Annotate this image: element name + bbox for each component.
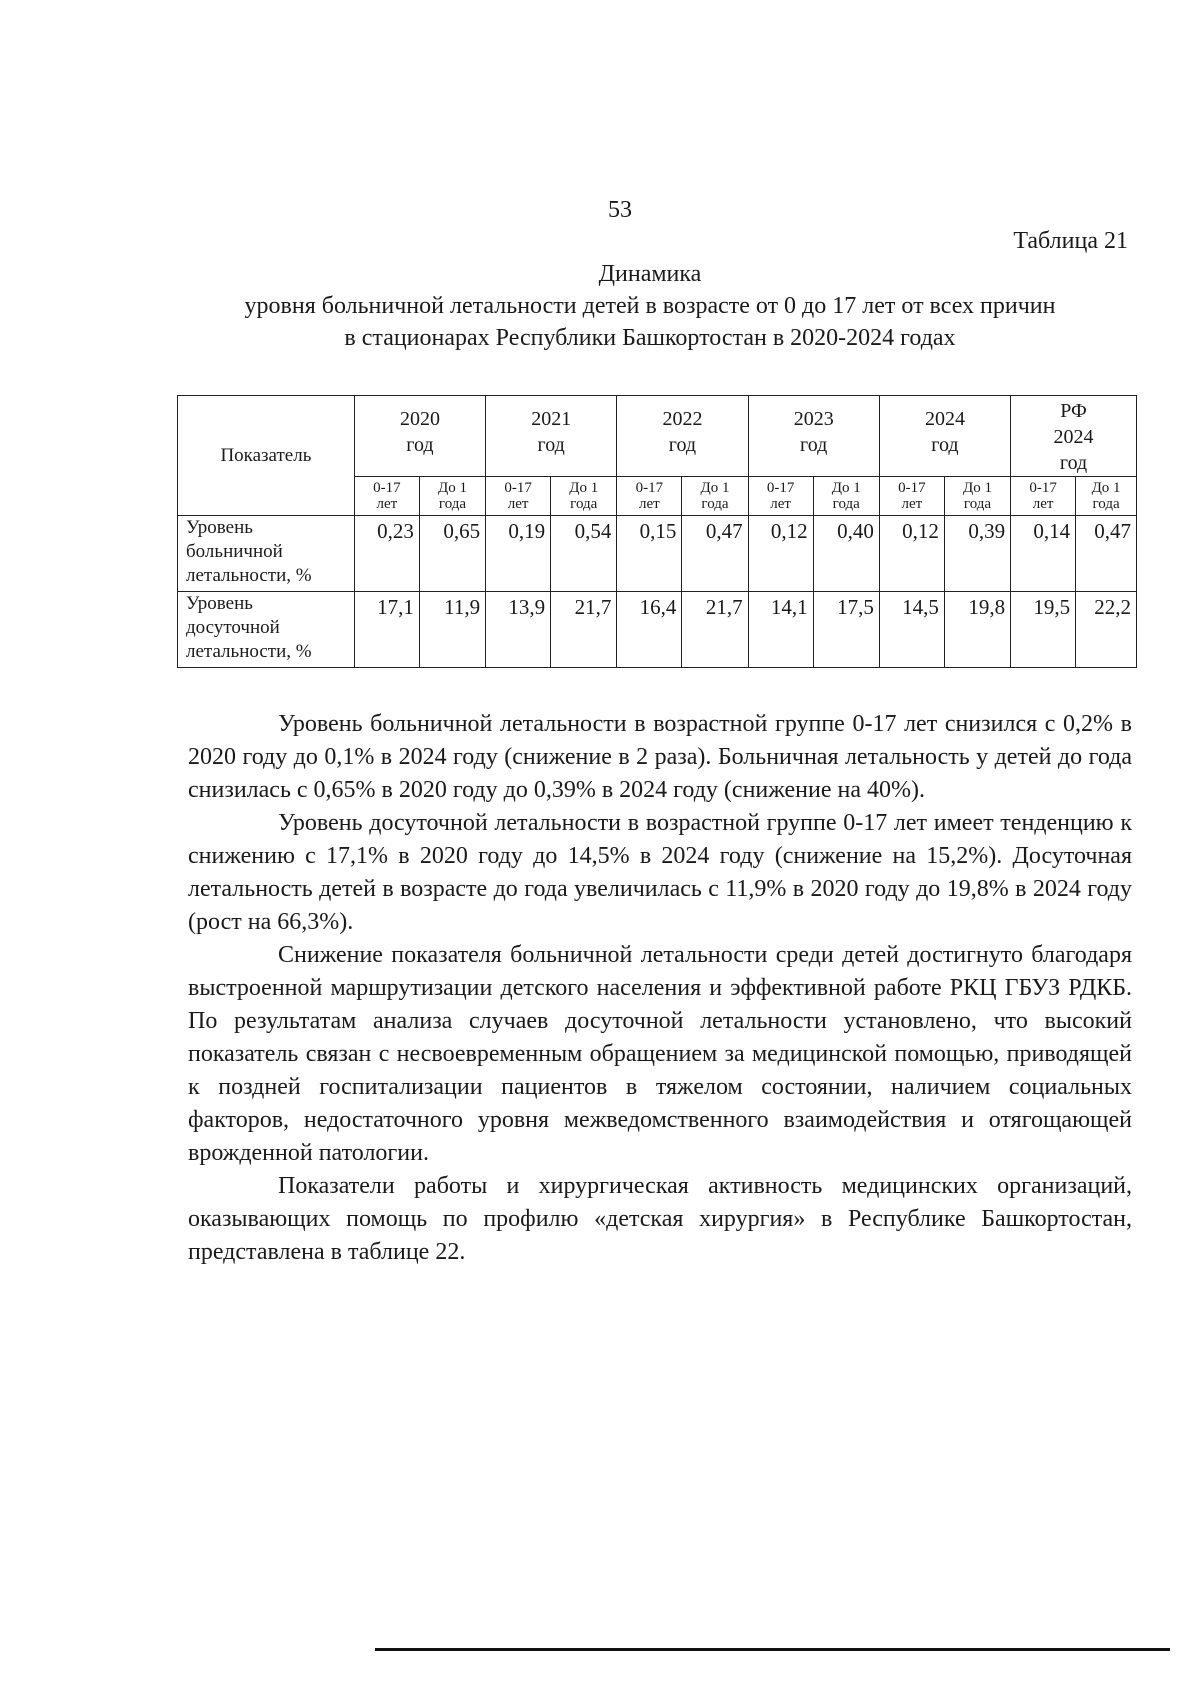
title-line-2: уровня больничной летальности детей в возрасте от 0 до 17 лет от всех причин [244, 293, 1056, 319]
table-cell: 16,4 [617, 592, 682, 668]
table-cell: 0,54 [551, 516, 617, 592]
subheader-under-1: До 1 года [551, 477, 617, 516]
body-text [188, 708, 1132, 1269]
table-row-hospital-lethality [178, 516, 1137, 592]
subheader-0-17: 0-17 лет [748, 477, 813, 516]
title-line-3: в стационарах Республики Башкортостан в 2020-2024 годах [344, 325, 956, 351]
subheader-under-1: До 1 года [1076, 477, 1137, 516]
table-cell: 0,40 [813, 516, 879, 592]
subheader-0-17: 0-17 лет [354, 477, 419, 516]
table-label: Таблица 21 [1013, 228, 1128, 254]
table-cell: 17,1 [354, 592, 419, 668]
subheader-0-17: 0-17 лет [1011, 477, 1076, 516]
paragraph: Снижение показателя больничной летальности среди детей достигнуто благодаря выстроенной маршрутизации детского населения и эффективной работе РКЦ ГБУЗ РДКБ. По результатам анализа случаев досуточной летальности установлено, что высокий показатель связан с несвоевременным обращением за медицинской помощью, приводящей к поздней госпитализации пациентов в тяжелом состоянии, наличием социальных факторов, недостаточного уровня межведомственного взаимодействия и отягощающей врожденной патологии. [188, 942, 1132, 1166]
subheader-0-17: 0-17 лет [879, 477, 944, 516]
header-year-2021: 2021 год [486, 396, 617, 477]
table-title [150, 258, 1150, 354]
table-cell: 0,39 [944, 516, 1010, 592]
header-year-2024: 2024 год [879, 396, 1010, 477]
row-label: Уровень больничной летальности, % [178, 516, 355, 592]
header-indicator: Показатель [178, 396, 355, 516]
table-cell: 21,7 [551, 592, 617, 668]
row-label: Уровень досуточной летальности, % [178, 592, 355, 668]
table-cell: 0,12 [748, 516, 813, 592]
paragraph: Уровень больничной летальности в возрастной группе 0-17 лет снизился с 0,2% в 2020 году до 0,1% в 2024 году (снижение в 2 раза). Больничная летальность у детей до года снизилась с 0,65% в 2020 году до 0,39% в 2024 году (снижение на 40%). [188, 711, 1132, 803]
table-cell: 0,65 [419, 516, 485, 592]
subheader-under-1: До 1 года [682, 477, 748, 516]
table-cell: 0,47 [682, 516, 748, 592]
subheader-0-17: 0-17 лет [617, 477, 682, 516]
table-cell: 0,15 [617, 516, 682, 592]
table-cell: 13,9 [486, 592, 551, 668]
paragraph: Показатели работы и хирургическая активность медицинских организаций, оказывающих помощь по профилю «детская хирургия» в Республике Башкортостан, представлена в таблице 22. [188, 1173, 1132, 1265]
header-year-2020: 2020 год [354, 396, 485, 477]
table-cell: 0,19 [486, 516, 551, 592]
table-cell: 11,9 [419, 592, 485, 668]
table-cell: 22,2 [1076, 592, 1137, 668]
lethality-table [177, 395, 1137, 668]
subheader-under-1: До 1 года [813, 477, 879, 516]
table-cell: 0,14 [1011, 516, 1076, 592]
table-cell: 0,23 [354, 516, 419, 592]
header-year-2023: 2023 год [748, 396, 879, 477]
header-year-2022: 2022 год [617, 396, 748, 477]
table-cell: 0,47 [1076, 516, 1137, 592]
table-cell: 0,12 [879, 516, 944, 592]
table-cell: 14,1 [748, 592, 813, 668]
header-rf-2024: РФ 2024 год [1011, 396, 1137, 477]
table-cell: 14,5 [879, 592, 944, 668]
subheader-0-17: 0-17 лет [486, 477, 551, 516]
table-cell: 17,5 [813, 592, 879, 668]
paragraph: Уровень досуточной летальности в возрастной группе 0-17 лет имеет тенденцию к снижению с 17,1% в 2020 году до 14,5% в 2024 году (снижение на 15,2%). Досуточная летальность детей в возрасте до года увеличилась с 11,9% в 2020 году до 19,8% в 2024 году (рост на 66,3%). [188, 810, 1132, 935]
table-cell: 19,8 [944, 592, 1010, 668]
table-header-row [178, 396, 1137, 477]
title-line-1: Динамика [598, 261, 702, 287]
table-cell: 21,7 [682, 592, 748, 668]
page-number: 53 [608, 197, 632, 223]
subheader-under-1: До 1 года [419, 477, 485, 516]
footer-rule [375, 1648, 1170, 1651]
subheader-under-1: До 1 года [944, 477, 1010, 516]
table-cell: 19,5 [1011, 592, 1076, 668]
table-row-preday-lethality [178, 592, 1137, 668]
